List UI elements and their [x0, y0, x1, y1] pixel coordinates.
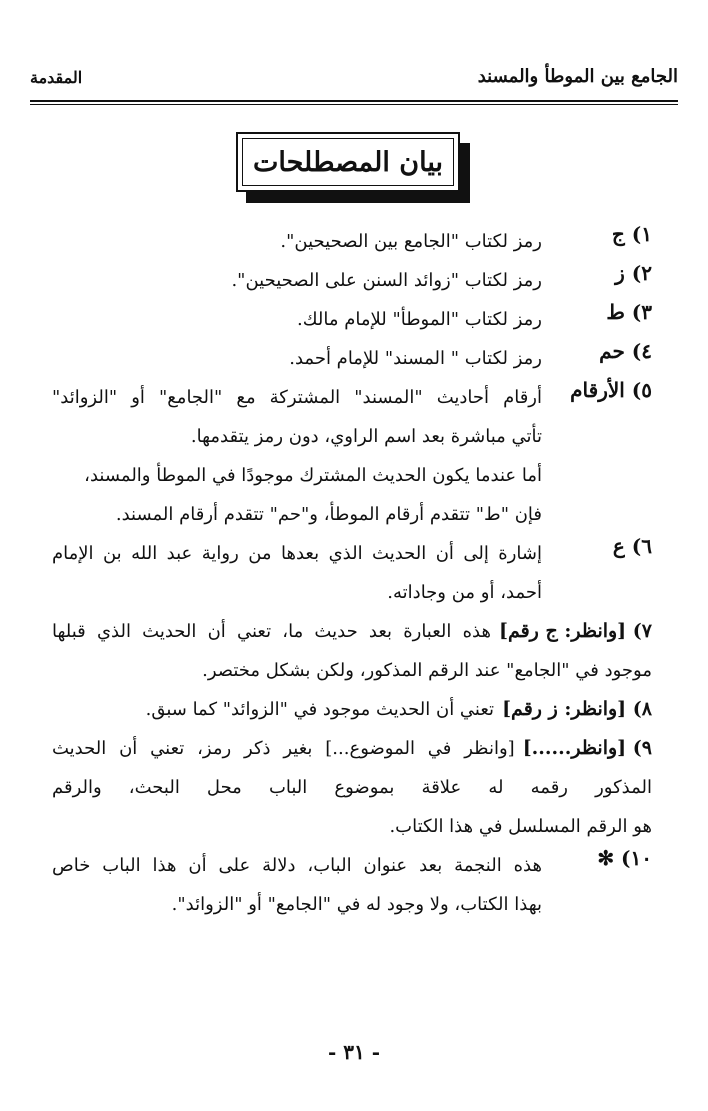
glossary-entry [52, 261, 652, 300]
entry-term: ١٠) ✻ [597, 846, 652, 870]
entry-line: هذه النجمة بعد عنوان الباب، دلالة على أن هذا الباب خاص [52, 855, 542, 876]
entry-description [52, 339, 542, 378]
entry-description [52, 612, 652, 690]
entry-first-line [52, 690, 652, 729]
entry-term: ٦) ع [612, 534, 652, 558]
entry-first-line [52, 729, 652, 768]
book-title: الجامع بين الموطأ والمسند [477, 66, 678, 87]
entry-description [52, 690, 652, 729]
heading-box [236, 132, 460, 192]
entry-description [52, 378, 542, 534]
entry-line: تعني أن الحديث موجود في "الزوائد" كما سبق. [145, 699, 495, 720]
entry-line: رمز لكتاب " المسند" للإمام أحمد. [289, 348, 542, 369]
entry-description [52, 222, 542, 261]
entry-description [52, 300, 542, 339]
glossary-entry [52, 612, 652, 690]
entry-line: أما عندما يكون الحديث المشترك موجودًا في الموطأ والمسند، [84, 465, 542, 486]
entry-line: المذكور رقمه له علاقة بموضوع الباب محل البحث، والرقم [52, 777, 652, 798]
entry-line: [وانظر في الموضوع...] بغير ذكر رمز، تعني أن الحديث [52, 738, 515, 759]
glossary-entry [52, 339, 652, 378]
running-header [30, 62, 678, 96]
entry-line: بهذا الكتاب، ولا وجود له في "الجامع" أو "الزوائد". [171, 894, 542, 915]
glossary-entry [52, 378, 652, 534]
header-rule-thin [30, 104, 678, 105]
entry-term: ١) ج [611, 222, 652, 246]
entry-line: إشارة إلى أن الحديث الذي بعدها من رواية عبد الله بن الإمام [52, 543, 542, 564]
section-title: المقدمة [30, 68, 83, 87]
page-number: - ٣١ - [327, 1040, 380, 1064]
entry-term: ٤) حم [599, 339, 652, 363]
entry-line: هو الرقم المسلسل في هذا الكتاب. [389, 816, 652, 837]
entry-line: رمز لكتاب "الموطأ" للإمام مالك. [297, 309, 542, 330]
entry-term: ٩) [وانظر......] [522, 737, 652, 759]
glossary-entry [52, 846, 652, 924]
entry-term: ٣) ط [606, 300, 652, 324]
entry-description [52, 846, 542, 924]
heading: بيان المصطلحات [242, 138, 454, 186]
entry-term: ٥) الأرقام [570, 378, 652, 402]
entry-line: هذه العبارة بعد حديث ما، تعني أن الحديث الذي قبلها [52, 621, 491, 642]
entry-line: أحمد، أو من وجاداته. [387, 582, 542, 603]
glossary-entry [52, 222, 652, 261]
glossary-entry [52, 729, 652, 846]
glossary-entry [52, 300, 652, 339]
entry-term: ٨) [وانظر: ز رقم] [502, 698, 652, 720]
entry-term: ٢) ز [615, 261, 652, 285]
glossary-entry [52, 534, 652, 612]
entry-line: موجود في "الجامع" عند الرقم المذكور، ولكن بشكل مختصر. [202, 660, 652, 681]
entry-description [52, 729, 652, 846]
entry-term: ٧) [وانظر: ج رقم] [498, 620, 652, 642]
glossary-list [52, 222, 652, 924]
glossary-entry [52, 690, 652, 729]
header-rule [30, 100, 678, 102]
entry-line: فإن "ط" تتقدم أرقام الموطأ، و"حم" تتقدم أرقام المسند. [115, 504, 542, 525]
entry-line: رمز لكتاب "زوائد السنن على الصحيحين". [231, 270, 542, 291]
entry-first-line [52, 612, 652, 651]
entry-description [52, 534, 542, 612]
entry-description [52, 261, 542, 300]
entry-line: رمز لكتاب "الجامع بين الصحيحين". [280, 231, 542, 252]
entry-line: تأتي مباشرة بعد اسم الراوي، دون رمز يتقدمها. [190, 426, 542, 447]
entry-line: أرقام أحاديث "المسند" المشتركة مع "الجامع" أو "الزوائد" [52, 387, 542, 408]
